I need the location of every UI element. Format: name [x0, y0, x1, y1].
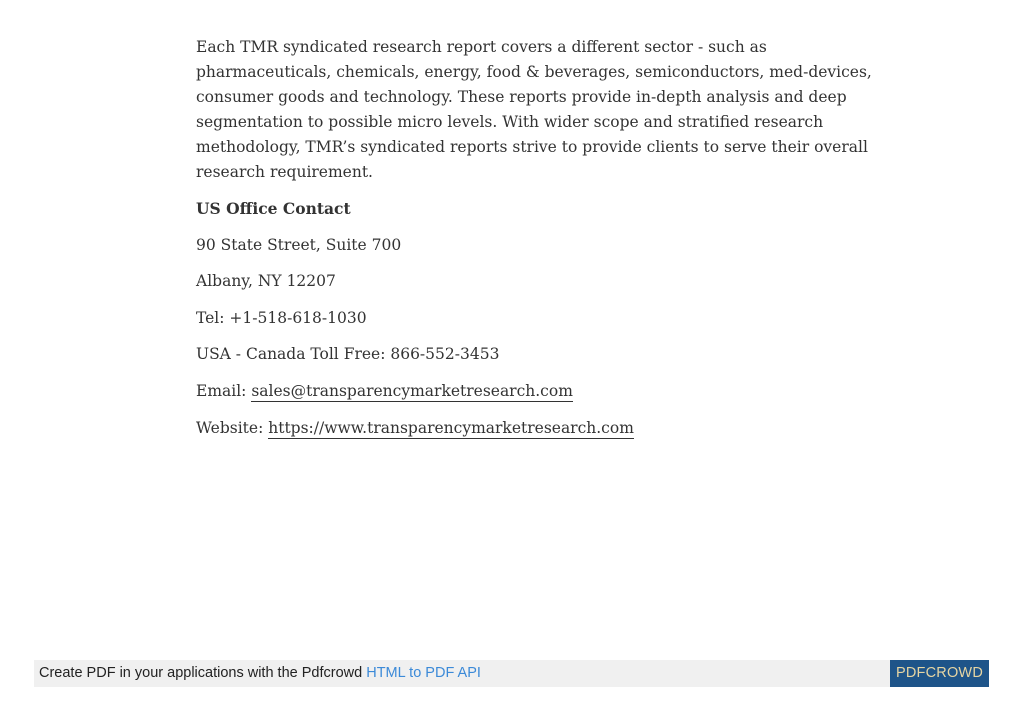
footer-text — [39, 660, 481, 687]
intro-paragraph — [196, 35, 872, 185]
html-to-pdf-api-link[interactable]: HTML to PDF API — [366, 665, 481, 681]
contact-heading: US Office Contact — [196, 199, 351, 218]
address-city: Albany, NY 12207 — [196, 272, 336, 291]
telephone: Tel: +1-518-618-1030 — [196, 308, 367, 327]
intro-line: segmentation to possible micro levels. With wider scope and stratified research — [196, 113, 824, 131]
intro-line: consumer goods and technology. These reports provide in-depth analysis and deep — [196, 88, 847, 106]
email-label: Email: — [196, 381, 252, 400]
address-street: 90 State Street, Suite 700 — [196, 235, 402, 254]
intro-line: pharmaceuticals, chemicals, energy, food & beverages, semiconductors, med-devices, — [196, 63, 872, 81]
footer-message: Create PDF in your applications with the Pdfcrowd — [39, 665, 367, 681]
pdfcrowd-footer — [34, 660, 989, 687]
website-line — [196, 416, 816, 441]
intro-line: methodology, TMR’s syndicated reports strive to provide clients to serve their overall — [196, 138, 868, 156]
website-link[interactable]: https://www.transparencymarketresearch.com — [268, 418, 634, 437]
intro-line: research requirement. — [196, 163, 373, 181]
website-label: Website: — [196, 418, 269, 437]
toll-free-number: USA - Canada Toll Free: 866-552-3453 — [196, 345, 500, 364]
pdfcrowd-brand-button[interactable]: PDFCROWD — [890, 660, 989, 687]
document-body — [196, 35, 872, 441]
intro-line: Each TMR syndicated research report covers a different sector - such as — [196, 38, 767, 56]
email-link[interactable]: sales@transparencymarketresearch.com — [251, 381, 573, 400]
email-line — [196, 379, 816, 404]
